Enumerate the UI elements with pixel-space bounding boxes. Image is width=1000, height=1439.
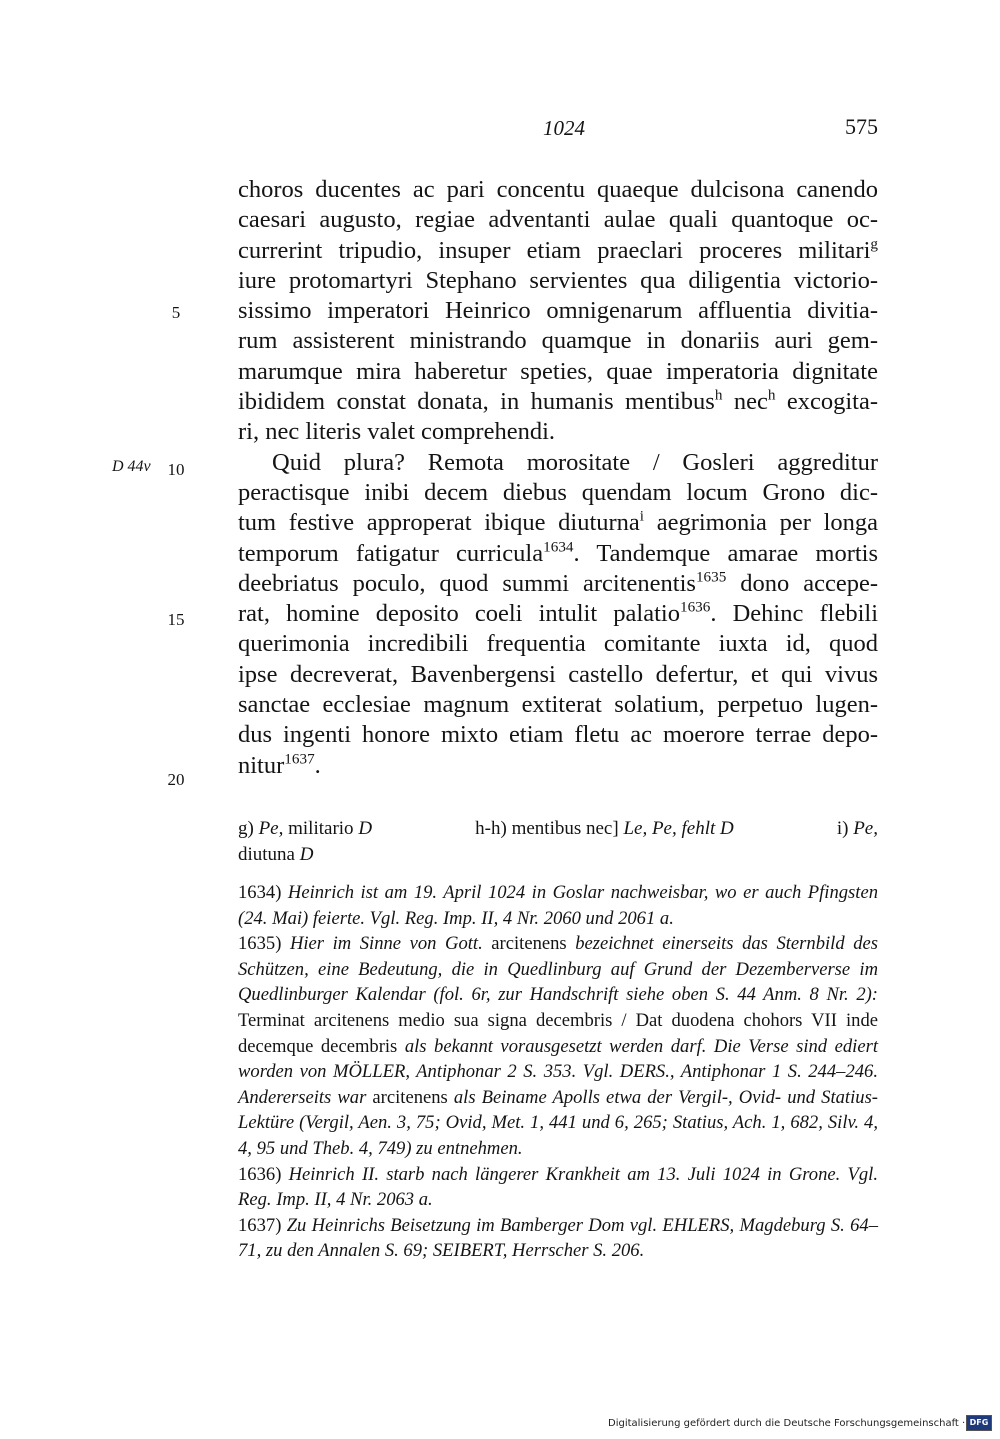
critical-apparatus	[238, 816, 878, 868]
text-line	[238, 690, 878, 720]
superscript-marker: g	[870, 235, 878, 253]
text-segment: tum festive approperat ibique diuturna	[238, 509, 640, 537]
text-segment: caesari augusto, regiae adventanti aulae quali quantoque oc-	[238, 206, 878, 234]
text-segment: excogita-	[775, 388, 879, 416]
footnote-1637	[238, 1213, 878, 1264]
footnote-number: 1635)	[238, 933, 282, 955]
superscript-marker: h	[767, 386, 776, 404]
footnote-1634	[238, 880, 878, 931]
text-segment: sissimo imperatori Heinrico omnigenarum affluentia divitia-	[238, 297, 878, 325]
text-line	[238, 266, 878, 296]
text-line	[238, 629, 878, 659]
text-segment: deebriatus poculo, quod summi arcitenentis	[238, 569, 696, 597]
text-segment: sanctae ecclesiae magnum extiterat solatium, perpetuo lugen-	[238, 691, 878, 719]
margin-note-folio: D 44v	[112, 458, 151, 475]
text-line	[238, 539, 878, 569]
text-segment: peractisque inibi decem diebus quendam locum Grono dic-	[238, 478, 878, 506]
superscript-marker: i	[639, 507, 645, 525]
text-segment: . Dehinc flebili	[710, 600, 878, 628]
text-segment: temporum fatigatur curricula	[238, 539, 544, 567]
text-line	[238, 448, 878, 478]
footnote-text-segment: als Beiname Apolls etwa der Vergil-, Ovid- und Statius-Lektüre (Vergil, Aen. 3, 75; Ovid, Met. 1, 441 und 6, 265; Statius, Ach. 1, 682, Silv. 4, 4, 95 und Theb. 4, 749) zu entnehmen.	[238, 1086, 878, 1159]
footnote-1636	[238, 1162, 878, 1213]
running-head-year: 1024	[543, 116, 585, 140]
footnote-text-segment: Hier im Sinne von Gott.	[289, 933, 483, 955]
text-segment: rat, homine deposito coeli intulit palatio	[238, 600, 680, 628]
text-segment: dus ingenti honore mixto etiam fletu ac moerore terrae depo-	[238, 721, 878, 749]
footnote-text: Zu Heinrichs Beisetzung im Bamberger Dom vgl. EHLERS, Magdeburg S. 64–71, zu den Annalen S. 69; SEIBERT, Herrscher S. 206.	[238, 1214, 878, 1262]
line-number-20: 20	[167, 770, 185, 789]
footnote-number: 1636)	[238, 1163, 282, 1185]
text-line	[238, 175, 878, 205]
footnote-text-segment: bezeichnet einerseits das Sternbild des Schützen, eine Bedeutung, die in Quedlinburg auf Grund der Dezemberverse im Quedlinburger Kalendar (fol. 6r, zur Handschrift siehe oben S. 44 Anm. 8 Nr. 2):	[238, 933, 878, 1006]
text-segment: dono accepe-	[726, 569, 879, 597]
text-segment: aegrimonia per longa	[644, 509, 878, 537]
dfg-logo-icon: DFG	[966, 1415, 992, 1431]
text-line	[238, 599, 878, 629]
superscript-marker: 1634	[543, 538, 574, 556]
text-segment: Quid plura? Remota morositate / Gosleri aggreditur	[272, 448, 878, 476]
main-text	[238, 175, 878, 781]
superscript-marker: 1637	[284, 750, 315, 768]
text-line	[238, 720, 878, 750]
superscript-marker: 1636	[679, 598, 711, 616]
page-number: 575	[845, 114, 878, 139]
superscript-marker: 1635	[695, 568, 727, 586]
text-line	[238, 751, 878, 781]
text-segment: . Tandemque amarae mortis	[573, 539, 878, 567]
apparatus-entry-h: h-h) mentibus nec] Le, Pe, fehlt D	[475, 818, 734, 839]
text-segment: nitur	[238, 751, 285, 779]
text-segment: choros ducentes ac pari concentu quaeque dulcisona canendo	[238, 176, 878, 203]
text-line	[238, 326, 878, 356]
text-segment: iure protomartyri Stephano servientes qua diligentia victorio-	[238, 266, 878, 294]
line-number-5: 5	[171, 303, 181, 322]
funding-footer: Digitalisierung gefördert durch die Deutsche Forschungsgemeinschaft ·	[608, 1418, 966, 1429]
text-segment: querimonia incredibili frequentia comitante iuxta id, quod	[238, 630, 878, 658]
line-number-10: 10	[167, 460, 185, 479]
apparatus-entry-g: g) Pe, militario D	[238, 818, 373, 839]
text-segment: ri, nec literis valet comprehendi.	[238, 418, 556, 446]
text-segment: .	[314, 751, 321, 779]
text-segment: ibididem constat donata, in humanis mentibus	[238, 388, 715, 416]
footnote-text: Heinrich II. starb nach längerer Krankheit am 13. Juli 1024 in Grone. Vgl. Reg. Imp. II, 4 Nr. 2063 a.	[238, 1163, 878, 1211]
text-segment: nec	[722, 388, 768, 416]
text-line	[238, 508, 878, 538]
footnotes	[238, 880, 878, 1264]
apparatus-entry-i: i) Pe,	[836, 818, 878, 839]
footnote-text-segment: als bekannt vorausgesetzt werden darf. Die Verse sind ediert worden von MÖLLER, Antiphonar 2 S. 353. Vgl. DERS., Antiphonar 1 S. 244–246. Andererseits war	[238, 1035, 878, 1108]
line-number-15: 15	[167, 610, 185, 629]
text-segment: marumque mira haberetur speties, quae imperatoria dignitate	[238, 357, 878, 385]
text-line	[238, 417, 878, 447]
text-segment: rum assisterent ministrando quamque in donariis auri gem-	[238, 327, 878, 355]
superscript-marker: h	[714, 386, 723, 404]
footnote-text-segment: Terminat arcitenens medio sua signa decembris / Dat duodena chohors VII inde decemque decembris	[238, 1009, 878, 1057]
text-line	[238, 478, 878, 508]
text-segment: ipse decreverat, Bavenbergensi castello defertur, et qui vivus	[238, 660, 878, 688]
text-line	[238, 387, 878, 417]
footnote-text: Heinrich ist am 19. April 1024 in Goslar nachweisbar, wo er auch Pfingsten (24. Mai) feierte. Vgl. Reg. Imp. II, 4 Nr. 2060 und 2061 a.	[238, 882, 878, 929]
footnote-number: 1634)	[238, 882, 282, 903]
text-segment: currerint tripudio, insuper etiam praeclari proceres militari	[238, 236, 871, 264]
apparatus-entry-i-continued: diutuna D	[238, 844, 314, 865]
footnote-number: 1637)	[238, 1214, 282, 1236]
text-line	[238, 569, 878, 599]
text-line	[238, 357, 878, 387]
text-line	[238, 236, 878, 266]
text-line	[238, 205, 878, 235]
footnote-1635	[238, 931, 878, 1161]
text-line	[238, 296, 878, 326]
footnote-text-segment: arcitenens	[482, 933, 576, 955]
text-line	[238, 660, 878, 690]
footnote-text-segment: arcitenens	[366, 1086, 454, 1108]
